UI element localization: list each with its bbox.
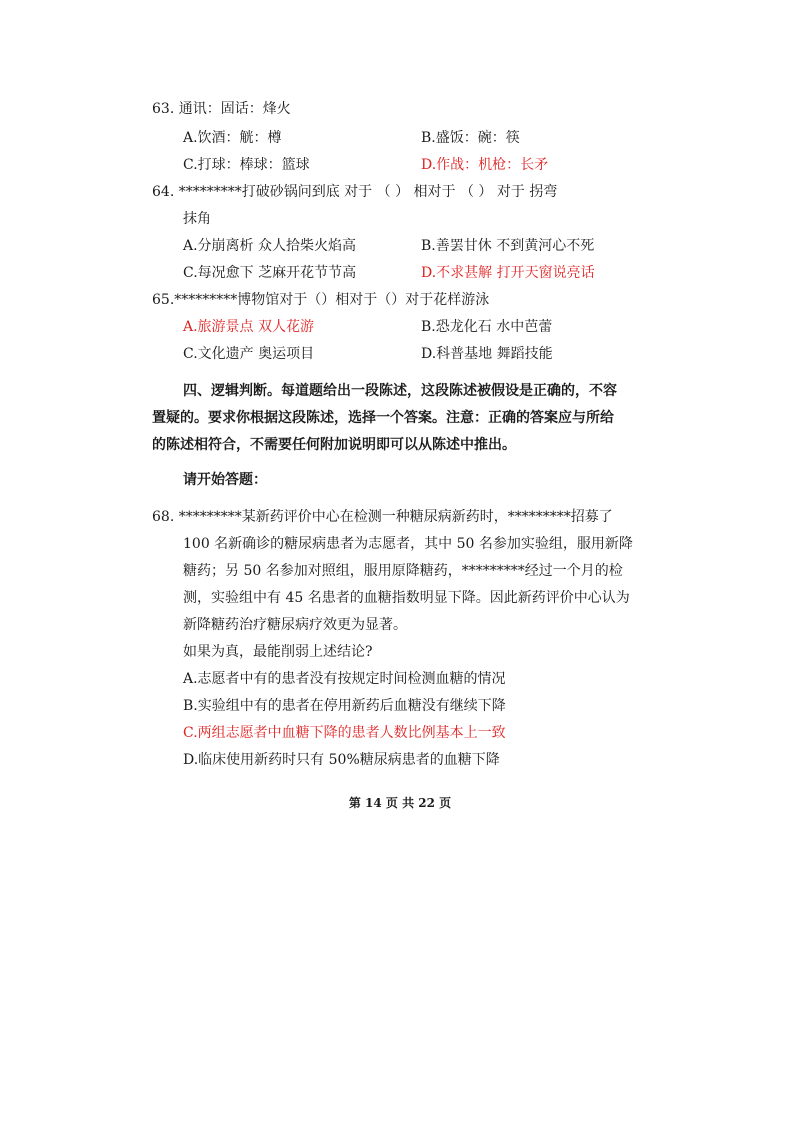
page-number-footer: 第 14 页 共 22 页 [348,796,452,810]
q65-option-c: C.文化遗产 奥运项目 [183,346,315,362]
q68-stem-line-1: 68. *********某新药评价中心在检测一种糖尿病新药时，*********招募了 [152,509,613,525]
section-intro-line-2: 置疑的。要求你根据这段陈述，选择一个答案。注意：正确的答案应与所给 [152,410,614,426]
q63-option-b: B.盛饭：碗：筷 [421,130,520,146]
section-start-label: 请开始答题： [183,472,267,488]
q65-option-a-answer: A.旅游景点 双人花游 [183,319,315,335]
q64-stem: 64. *********打破砂锅问到底 对于 （ ） 相对于 （ ） 对于 拐弯 [152,184,558,200]
q68-question: 如果为真，最能削弱上述结论? [183,644,373,660]
q68-stem-line-3: 糖药；另 50 名参加对照组，服用原降糖药，*********经过一个月的检 [183,563,623,579]
section-intro-line-1: 四、逻辑判断。每道题给出一段陈述，这段陈述被假设是正确的，不容 [183,383,617,399]
q64-option-a: A.分崩离析 众人拾柴火焰高 [183,238,357,254]
q68-stem-line-5: 新降糖药治疗糖尿病疗效更为显著。 [183,617,407,633]
q64-option-c: C.每况愈下 芝麻开花节节高 [183,265,357,281]
q68-option-d: D.临床使用新药时只有 50%糖尿病患者的血糖下降 [183,752,500,768]
q64-option-d-answer: D.不求甚解 打开天窗说亮话 [421,265,595,281]
q65-stem: 65.*********博物馆对于（）相对于（）对于花样游泳 [152,292,490,308]
q64-option-b: B.善罢甘休 不到黄河心不死 [421,238,595,254]
section-intro-line-3: 的陈述相符合，不需要任何附加说明即可以从陈述中推出。 [152,437,516,453]
q68-option-a: A.志愿者中有的患者没有按规定时间检测血糖的情况 [183,671,506,687]
q63-option-a: A.饮酒：觥：樽 [183,130,282,146]
q64-stem-continued: 抹角 [183,211,211,227]
q68-stem-line-2: 100 名新确诊的糖尿病患者为志愿者，其中 50 名参加实验组，服用新降 [183,536,633,552]
q68-stem-line-4: 测，实验组中有 45 名患者的血糖指数明显下降。因此新药评价中心认为 [183,590,630,606]
q68-option-c-answer: C.两组志愿者中血糖下降的患者人数比例基本上一致 [183,725,506,741]
q65-option-b: B.恐龙化石 水中芭蕾 [421,319,553,335]
q63-option-d-answer: D.作战：机枪：长矛 [421,157,549,173]
q68-option-b: B.实验组中有的患者在停用新药后血糖没有继续下降 [183,698,506,714]
q65-option-d: D.科普基地 舞蹈技能 [421,346,553,362]
q63-stem: 63. 通讯：固话：烽火 [152,101,291,117]
q63-option-c: C.打球：棒球：篮球 [183,157,310,173]
